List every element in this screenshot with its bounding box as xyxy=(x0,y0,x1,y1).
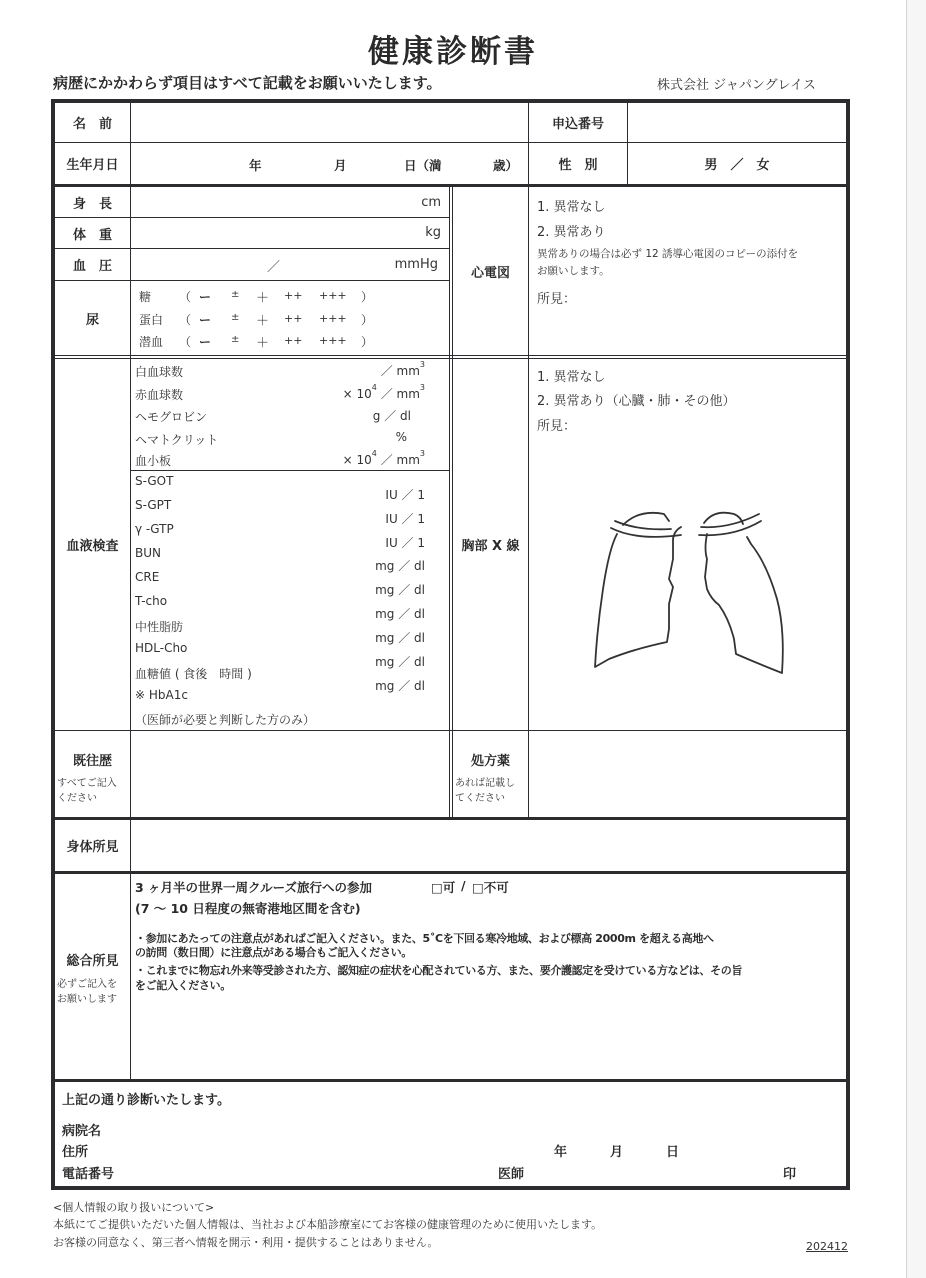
bullet1-line2: の訪問（数日間）に注意点がある場合もご記入ください。 xyxy=(135,946,412,959)
blood-row-hemoglobin[interactable] xyxy=(135,406,435,426)
test-unit: IU ／ 1 xyxy=(385,488,425,502)
overall-note-line2: お願いします xyxy=(57,994,117,1005)
chemistry-section[interactable] xyxy=(131,471,449,730)
history-field[interactable] xyxy=(131,731,449,817)
test-unit: mg ／ dl xyxy=(375,655,425,669)
test-unit xyxy=(343,385,425,402)
prescription-label: 処方薬 xyxy=(470,754,510,769)
test-unit: % xyxy=(395,430,407,444)
unit-exponent: 4 xyxy=(371,449,377,458)
scale-negative: ー xyxy=(199,313,212,327)
cbc-section xyxy=(131,359,449,470)
address-label: 住所 xyxy=(62,1145,89,1160)
test-unit: mg ／ dl xyxy=(375,559,425,573)
sign-day-label: 日 xyxy=(666,1145,680,1160)
cruise-option-ok[interactable]: □可 xyxy=(431,880,456,895)
urine-test-name: 蛋白 xyxy=(139,313,164,327)
test-unit xyxy=(381,362,425,379)
age-label: 歳） xyxy=(493,158,519,173)
test-note: （医師が必要と判断した方のみ） xyxy=(135,713,316,727)
scale-paren-open: （ xyxy=(179,313,192,327)
scale-paren-open: （ xyxy=(179,290,192,304)
test-name: γ -GTP xyxy=(135,522,174,536)
blood-pressure-field[interactable] xyxy=(131,249,449,280)
birthdate-field[interactable] xyxy=(131,143,528,184)
scale-trace: ± xyxy=(231,289,240,300)
urine-row-occult-blood[interactable] xyxy=(139,332,439,352)
chest-xray-field[interactable] xyxy=(529,359,846,730)
test-unit: mg ／ dl xyxy=(375,679,425,693)
bp-unit: mmHg xyxy=(394,257,438,272)
seal-label: 印 xyxy=(783,1167,797,1182)
application-number-field[interactable] xyxy=(628,103,846,142)
scale-paren-open: （ xyxy=(179,335,192,349)
unit-exponent: 4 xyxy=(371,383,377,392)
history-label: 既往歴 xyxy=(72,754,112,769)
lungs-diagram-icon xyxy=(589,509,799,684)
xray-findings-label: 所見： xyxy=(537,419,577,434)
ecg-field[interactable] xyxy=(529,187,846,355)
scale-plus1: ＋ xyxy=(256,291,270,306)
scale-paren-close: ） xyxy=(361,335,374,349)
signature-section xyxy=(55,1082,846,1186)
sign-year-label: 年 xyxy=(554,1145,568,1160)
test-unit: IU ／ 1 xyxy=(385,512,425,526)
overall-findings-field[interactable] xyxy=(131,874,846,1079)
prescription-field[interactable] xyxy=(529,731,846,817)
weight-unit: kg xyxy=(425,225,441,240)
company-name: 株式会社 ジャパングレイス xyxy=(657,78,816,93)
scale-plus3: +++ xyxy=(319,312,347,325)
test-name: HDL-Cho xyxy=(135,641,188,655)
scale-paren-close: ） xyxy=(361,290,374,304)
blood-row-rbc[interactable] xyxy=(135,384,435,404)
weight-field[interactable] xyxy=(131,218,449,248)
scale-plus2: ++ xyxy=(284,312,303,325)
urine-row-protein[interactable] xyxy=(139,310,439,330)
scale-negative: ー xyxy=(199,335,212,349)
sign-month-label: 月 xyxy=(610,1145,624,1160)
sex-options[interactable]: 男 ／ 女 xyxy=(704,158,770,173)
unit-exponent: 3 xyxy=(419,360,425,369)
unit-text: × 10 xyxy=(342,453,372,467)
unit-exponent: 3 xyxy=(419,449,425,458)
scale-plus3: +++ xyxy=(319,334,347,347)
ecg-option-abnormal[interactable]: 2. 異常あり xyxy=(537,225,606,240)
urine-tests xyxy=(131,281,449,355)
history-note-line2: ください xyxy=(57,793,97,804)
diagnosis-statement: 上記の通り診断いたします。 xyxy=(62,1093,230,1108)
blood-row-hematocrit[interactable] xyxy=(135,429,435,449)
unit-text: ／ mm xyxy=(376,453,420,467)
scale-trace: ± xyxy=(231,334,240,345)
cruise-note: (7 ～ 10 日程度の無寄港地区間を含む) xyxy=(135,901,361,916)
test-name: ※ HbA1c xyxy=(135,688,188,702)
unit-text: ／ mm xyxy=(380,364,420,378)
scale-plus1: ＋ xyxy=(256,336,270,351)
height-unit: cm xyxy=(421,195,441,210)
test-name: 白血球数 xyxy=(135,365,184,379)
test-name: 血小板 xyxy=(135,454,172,468)
ecg-note-line2: お願いします。 xyxy=(537,265,610,277)
cruise-option-ng[interactable]: □不可 xyxy=(472,880,509,895)
table-border-right xyxy=(846,99,850,1190)
test-unit: mg ／ dl xyxy=(375,607,425,621)
overall-note-line1: 必ずご記入を xyxy=(57,979,117,990)
history-label-cell xyxy=(55,731,130,817)
overall-label-cell xyxy=(55,874,130,1079)
scale-plus3: +++ xyxy=(319,289,347,302)
scale-paren-close: ） xyxy=(361,313,374,327)
sex-label: 性 別 xyxy=(558,158,598,173)
unit-text: × 10 xyxy=(342,387,372,401)
prescription-label-cell xyxy=(453,731,528,817)
urine-label: 尿 xyxy=(85,312,99,328)
blood-row-platelet[interactable] xyxy=(135,451,435,470)
test-name: 血糖値 ( 食後 時間 ) xyxy=(135,667,252,681)
test-name: BUN xyxy=(135,546,161,560)
bp-slash: ／ xyxy=(267,260,281,275)
blood-test-label: 血液検査 xyxy=(66,539,119,554)
height-field[interactable] xyxy=(131,187,449,217)
urine-row-sugar[interactable] xyxy=(139,287,439,307)
scale-plus1: ＋ xyxy=(256,314,270,329)
xray-option-normal[interactable]: 1. 異常なし xyxy=(537,370,606,385)
height-label: 身 長 xyxy=(72,196,112,212)
history-note-line1: すべてご記入 xyxy=(57,778,117,789)
ecg-label: 心電図 xyxy=(470,265,510,281)
test-unit: mg ／ dl xyxy=(375,631,425,645)
privacy-heading: <個人情報の取り扱いについて> xyxy=(53,1201,215,1214)
prescription-note-line1: あれば記載し xyxy=(455,778,515,789)
cruise-question: 3 ヶ月半の世界一周クルーズ旅行への参加 xyxy=(135,880,373,895)
year-label: 年 xyxy=(249,158,262,173)
table-border-bottom xyxy=(51,1186,850,1190)
hospital-name-label: 病院名 xyxy=(62,1124,102,1139)
privacy-line2: お客様の同意なく、第三者へ情報を開示・利用・提供することはありません。 xyxy=(53,1236,439,1249)
phone-label: 電話番号 xyxy=(62,1167,115,1182)
scrollbar-track[interactable] xyxy=(906,0,926,1278)
scale-plus2: ++ xyxy=(284,289,303,302)
blood-row-wbc[interactable] xyxy=(135,361,435,381)
urine-test-name: 糖 xyxy=(139,290,152,304)
divider xyxy=(55,355,846,356)
test-name: CRE xyxy=(135,570,160,584)
scale-negative: ー xyxy=(199,290,212,304)
scale-plus2: ++ xyxy=(284,334,303,347)
blood-pressure-label: 血 圧 xyxy=(72,259,112,274)
instruction-text: 病歴にかかわらず項目はすべて記載をお願いいたします。 xyxy=(53,74,442,92)
name-label: 名 前 xyxy=(72,117,112,132)
application-number-label: 申込番号 xyxy=(551,117,604,132)
page-title: 健康診断書 xyxy=(368,34,538,70)
test-name: ヘマトクリット xyxy=(135,433,219,447)
privacy-line1: 本紙にてご提供いただいた個人情報は、当社および本船診療室にてお客様の健康管理のために使用いたします。 xyxy=(53,1218,603,1231)
physical-findings-label: 身体所見 xyxy=(66,840,119,855)
unit-exponent: 3 xyxy=(419,383,425,392)
xray-option-abnormal[interactable]: 2. 異常あり（心臓・肺・その他） xyxy=(537,394,736,409)
option-separator: / xyxy=(461,878,466,893)
urine-test-name: 潜血 xyxy=(139,335,164,349)
bullet2-line2: をご記入ください。 xyxy=(135,979,231,992)
test-name: 中性脂肪 xyxy=(135,620,184,634)
doctor-label: 医師 xyxy=(498,1167,525,1182)
scale-trace: ± xyxy=(231,312,240,323)
overall-label: 総合所見 xyxy=(66,954,119,969)
bullet2-line1: ・これまでに物忘れ外来等受診された方、認知症の症状を心配されている方、また、要介護認定を受けている方などは、その旨 xyxy=(135,964,743,977)
weight-label: 体 重 xyxy=(72,227,112,243)
divider xyxy=(449,187,450,817)
test-name: T-cho xyxy=(135,594,168,608)
test-unit: mg ／ dl xyxy=(375,583,425,597)
ecg-note-line1: 異常ありの場合は必ず 12 誘導心電図のコピーの添付を xyxy=(537,248,799,260)
birthdate-label: 生年月日 xyxy=(66,158,119,173)
test-name: S-GPT xyxy=(135,498,172,512)
test-name: S-GOT xyxy=(135,474,174,488)
day-label: 日（満 xyxy=(404,158,442,173)
chest-xray-label: 胸部 X 線 xyxy=(461,539,520,554)
physical-findings-field[interactable] xyxy=(131,820,846,871)
test-name: 赤血球数 xyxy=(135,388,184,402)
test-unit xyxy=(343,451,425,468)
ecg-option-normal[interactable]: 1. 異常なし xyxy=(537,200,606,215)
prescription-note-line2: てください xyxy=(455,793,505,804)
name-field[interactable] xyxy=(131,103,528,142)
ecg-findings-label: 所見： xyxy=(537,292,577,307)
test-unit: g ／ dl xyxy=(372,409,411,423)
bullet1-line1: ・参加にあたっての注意点があればご記入ください。また、5˚Cを下回る寒冷地域、および標高 2000m を超える高地へ xyxy=(135,932,714,945)
form-code: 202412 xyxy=(806,1240,848,1253)
test-unit: IU ／ 1 xyxy=(385,536,425,550)
unit-text: ／ mm xyxy=(376,387,420,401)
month-label: 月 xyxy=(334,158,347,173)
test-name: ヘモグロビン xyxy=(135,410,208,424)
